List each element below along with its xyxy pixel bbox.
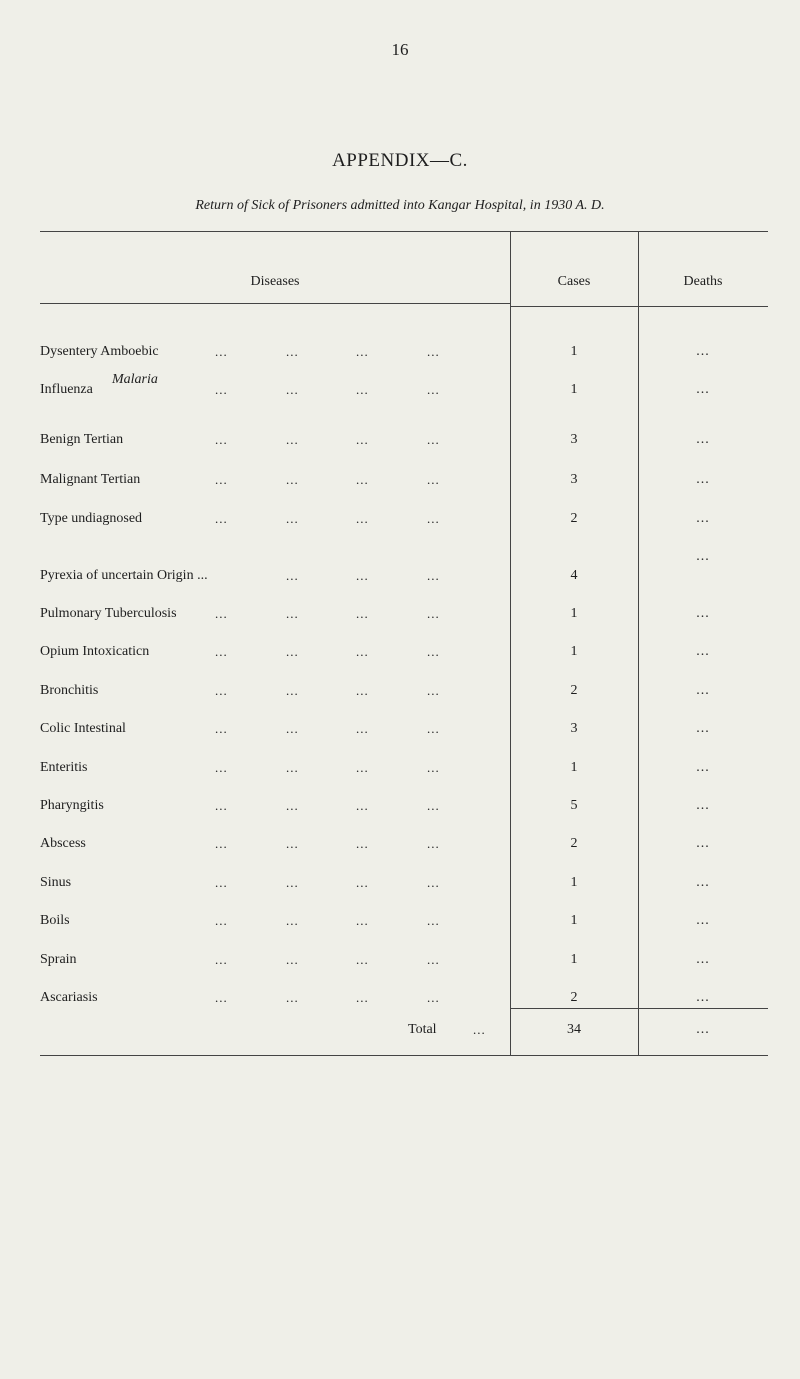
deaths-value: ...: [696, 798, 710, 813]
leader-dot: ...: [356, 511, 369, 526]
leader-dot: ...: [215, 721, 228, 736]
disease-name: Pharyngitis: [40, 798, 104, 813]
total-deaths: ...: [696, 1022, 710, 1037]
deaths-value: ...: [696, 913, 710, 928]
deaths-value: ...: [696, 549, 710, 564]
table-row: [0, 470, 800, 490]
table-row: [0, 873, 800, 893]
disease-name: Malignant Tertian: [40, 472, 141, 487]
disease-name: Enteritis: [40, 760, 88, 775]
table-row: [0, 834, 800, 854]
deaths-value: ...: [696, 382, 710, 397]
leader-dot: ...: [286, 683, 299, 698]
table-top-rule: [40, 231, 768, 232]
leader-dot: ...: [427, 382, 440, 397]
leader-dot: ...: [427, 836, 440, 851]
table-row: [0, 950, 800, 970]
disease-name: Pyrexia of uncertain Origin ...: [40, 568, 208, 583]
appendix-heading: APPENDIX—C.: [332, 150, 468, 171]
leader-dot: ...: [427, 952, 440, 967]
disease-name: Influenza: [40, 382, 93, 397]
leader-dot: ...: [356, 875, 369, 890]
cases-value: 1: [570, 344, 578, 359]
leader-dot: ...: [215, 798, 228, 813]
leader-dot: ...: [286, 644, 299, 659]
leader-dot: ...: [356, 683, 369, 698]
leader-dot: ...: [286, 875, 299, 890]
header-diseases: Diseases: [250, 274, 300, 289]
leader-dot: ...: [427, 990, 440, 1005]
table-subtitle: Return of Sick of Prisoners admitted into Kangar Hospital, in 1930 A. D.: [195, 198, 605, 213]
cases-value: 2: [570, 990, 578, 1005]
table-row: [0, 911, 800, 931]
leader-dot: ...: [356, 798, 369, 813]
leader-dot: ...: [427, 875, 440, 890]
cases-value: 4: [570, 568, 578, 583]
deaths-value: ...: [696, 606, 710, 621]
table-row: [0, 988, 800, 1008]
table-row: [0, 509, 800, 529]
leader-dot: ...: [356, 382, 369, 397]
leader-dot: ...: [286, 606, 299, 621]
header-bottom-rule-right: [510, 306, 768, 307]
cases-value: 3: [570, 432, 578, 447]
leader-dot: ...: [215, 913, 228, 928]
leader-dot: ...: [356, 913, 369, 928]
cases-value: 1: [570, 952, 578, 967]
table-row: [0, 430, 800, 450]
header-cases: Cases: [557, 274, 591, 289]
leader-dot: ...: [215, 875, 228, 890]
table-row: [0, 681, 800, 701]
leader-dot: ...: [286, 568, 299, 583]
leader-dot: ...: [286, 798, 299, 813]
leader-dot: ...: [286, 382, 299, 397]
cases-value: 1: [570, 382, 578, 397]
leader-dot: ...: [356, 432, 369, 447]
leader-dot: ...: [286, 836, 299, 851]
leader-dot: ...: [356, 836, 369, 851]
leader-dot: ...: [286, 760, 299, 775]
cases-value: 3: [570, 721, 578, 736]
disease-name: Sinus: [40, 875, 72, 890]
leader-dot: ...: [356, 606, 369, 621]
leader-dot: ...: [427, 913, 440, 928]
leader-dot: ...: [286, 990, 299, 1005]
table-row: [0, 380, 800, 400]
table-row: [0, 342, 800, 362]
leader-dot: ...: [215, 344, 228, 359]
cases-value: 1: [570, 644, 578, 659]
deaths-value: ...: [696, 683, 710, 698]
leader-dot: ...: [427, 511, 440, 526]
cases-value: 1: [570, 606, 578, 621]
leader-dot: ...: [427, 683, 440, 698]
total-label: Total: [408, 1022, 437, 1037]
disease-name: Dysentery Amboebic: [40, 344, 159, 359]
leader-dot: ...: [215, 644, 228, 659]
deaths-value: ...: [696, 344, 710, 359]
leader-dot: ...: [215, 382, 228, 397]
deaths-value: ...: [696, 511, 710, 526]
header-deaths: Deaths: [683, 274, 723, 289]
disease-name: Pulmonary Tuberculosis: [40, 606, 177, 621]
leader-dot: ...: [215, 952, 228, 967]
leader-dot: ...: [215, 760, 228, 775]
total-top-rule: [510, 1008, 768, 1009]
leader-dot: ...: [215, 990, 228, 1005]
deaths-value: ...: [696, 472, 710, 487]
leader-dot: ...: [427, 760, 440, 775]
section-label-malaria: Malaria: [112, 372, 158, 387]
cases-value: 2: [570, 683, 578, 698]
leader-dot: ...: [215, 511, 228, 526]
disease-name: Boils: [40, 913, 70, 928]
table-row: [0, 642, 800, 662]
disease-name: Abscess: [40, 836, 86, 851]
deaths-value: ...: [696, 644, 710, 659]
leader-dot: ...: [356, 760, 369, 775]
leader-dot: ...: [427, 644, 440, 659]
header-bottom-rule-left: [40, 303, 510, 304]
leader-dot: ...: [356, 344, 369, 359]
table-row: [0, 604, 800, 624]
leader-dot: ...: [427, 472, 440, 487]
leader-dot: ...: [356, 568, 369, 583]
leader-dot: ...: [215, 472, 228, 487]
disease-name: Ascariasis: [40, 990, 98, 1005]
deaths-value: ...: [696, 836, 710, 851]
table-row: [0, 549, 800, 586]
leader-dot: ...: [286, 952, 299, 967]
cases-value: 1: [570, 913, 578, 928]
leader-dot: ...: [356, 952, 369, 967]
leader-dot: ...: [215, 432, 228, 447]
table-row: [0, 796, 800, 816]
cases-value: 1: [570, 760, 578, 775]
leader-dot: ...: [215, 836, 228, 851]
deaths-value: ...: [696, 952, 710, 967]
cases-value: 3: [570, 472, 578, 487]
leader-dot: ...: [356, 644, 369, 659]
cases-value: 1: [570, 875, 578, 890]
table-bottom-rule: [40, 1055, 768, 1056]
page-number: 16: [391, 40, 409, 59]
total-cases: 34: [567, 1022, 581, 1037]
leader-dot: ...: [286, 344, 299, 359]
leader-dot: ...: [427, 721, 440, 736]
leader-dot: ...: [427, 344, 440, 359]
cases-value: 2: [570, 836, 578, 851]
leader-dot: ...: [356, 990, 369, 1005]
disease-name: Bronchitis: [40, 683, 99, 698]
deaths-value: ...: [696, 760, 710, 775]
leader-dot: ...: [286, 511, 299, 526]
table-row: [0, 758, 800, 778]
table-row: [0, 719, 800, 739]
leader-dot: ...: [286, 472, 299, 487]
leader-dot: ...: [286, 721, 299, 736]
leader-dot: ...: [427, 432, 440, 447]
cases-value: 5: [570, 798, 578, 813]
cases-value: 2: [570, 511, 578, 526]
leader-dot: ...: [427, 798, 440, 813]
deaths-value: ...: [696, 721, 710, 736]
disease-name: Sprain: [40, 952, 77, 967]
leader-dot: ...: [356, 721, 369, 736]
disease-name: Colic Intestinal: [40, 721, 126, 736]
leader-dot: ...: [215, 683, 228, 698]
leader-dot: ...: [356, 472, 369, 487]
leader-dot: ...: [215, 606, 228, 621]
leader-dot: ...: [427, 606, 440, 621]
deaths-value: ...: [696, 875, 710, 890]
leader-dot: ...: [427, 568, 440, 583]
total-leader-dots: ...: [473, 1022, 486, 1037]
deaths-value: ...: [696, 990, 710, 1005]
disease-name: Opium Intoxicaticn: [40, 644, 150, 659]
disease-name: Benign Tertian: [40, 432, 124, 447]
disease-name: Type undiagnosed: [40, 511, 143, 526]
leader-dot: ...: [286, 913, 299, 928]
leader-dot: ...: [286, 432, 299, 447]
deaths-value: ...: [696, 432, 710, 447]
